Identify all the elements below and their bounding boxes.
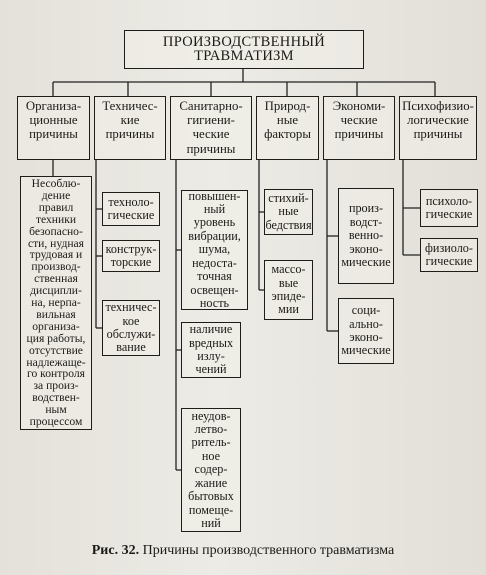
cause-box: стихий- ные бедствия (264, 189, 313, 235)
cause-box: соци- ально- эконо- мические (338, 298, 394, 364)
category-technical: Техничес- кие причины (94, 96, 166, 160)
cause-box: неудов- летво- ритель- ное содер- жание бытовых помеще- ний (181, 408, 241, 532)
figure-number: Рис. 32. (91, 543, 140, 558)
category-psychophysiological: Психофизио- логические причины (399, 96, 477, 160)
cause-box: конструк- торские (102, 240, 160, 272)
category-organizational: Организа- ционные причины (17, 96, 90, 160)
root-node: ПРОИЗВОДСТВЕННЫЙ ТРАВМАТИЗМ (124, 30, 364, 69)
figure-caption (0, 543, 486, 559)
cause-box: произ- водст- венно- эконо- мические (338, 188, 394, 284)
cause-box: техноло- гические (102, 192, 160, 226)
category-sanitary-hygienic: Санитарно- гигиени- ческие причины (170, 96, 252, 160)
cause-box: Несоблю- дение правил техники безопасно- сти, нудная трудовая и производ- ственная дисципли- на, нерпа- вильная организа- ция работы, отсутствие надлежаще- го контроля за произ- водствен- ным процессом (20, 176, 92, 430)
cause-box: наличие вредных излу- чений (181, 322, 241, 378)
cause-box: физиоло- гические (420, 238, 478, 272)
category-economic: Экономи- ческие причины (323, 96, 395, 160)
cause-box: психоло- гические (420, 189, 478, 227)
cause-box: повышен- ный уровень вибрации, шума, недоста- точная освещен- ность (181, 190, 248, 310)
cause-box: техничес- кое обслужи- вание (102, 300, 160, 356)
cause-box: массо- вые эпиде- мии (264, 260, 313, 320)
figure-caption-text: Причины производственного травматизма (139, 543, 395, 558)
category-natural-factors: Природ- ные факторы (256, 96, 319, 160)
